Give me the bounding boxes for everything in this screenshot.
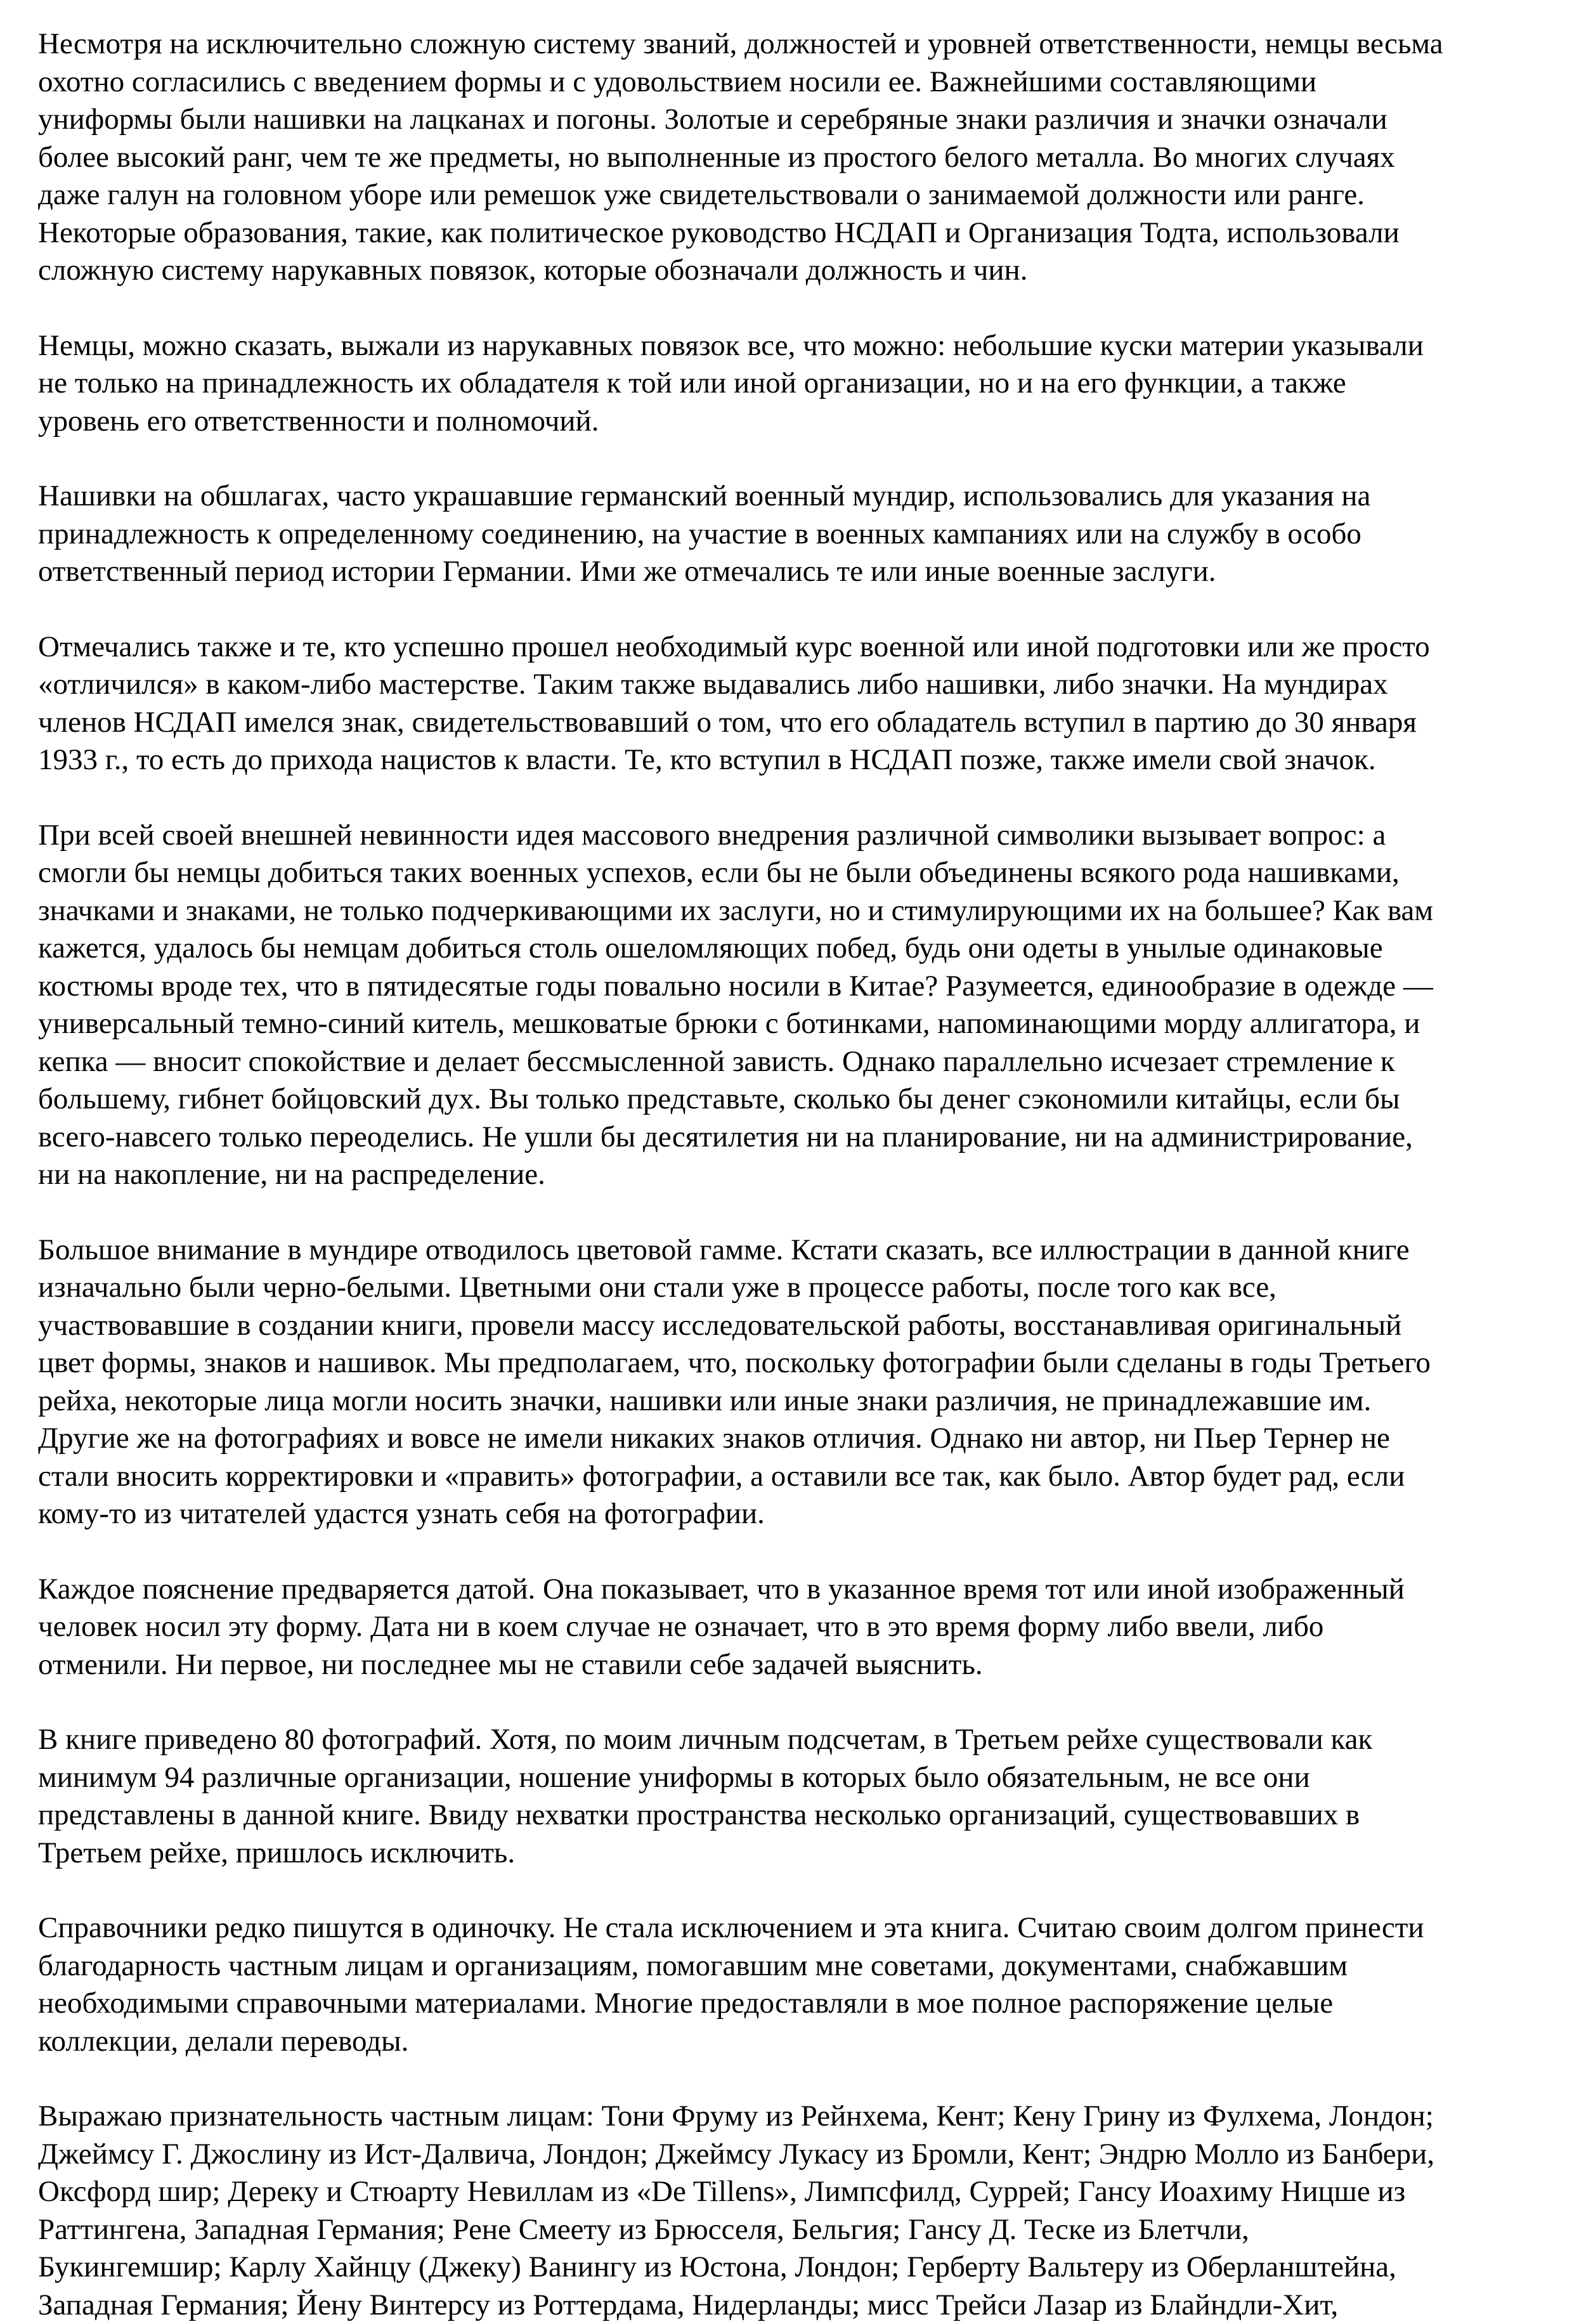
- paragraph-1: Несмотря на исключительно сложную систему званий, должностей и уровней ответственности, немцы весьма охотно согласились с введением формы и с удовольствием носили ее. Важнейшими составляющими униформы были нашивки на лацканах и погоны. Золотые и серебряные знаки различия и значки означали более высокий ранг, чем те же предметы, но выполненные из простого белого металла. Во многих случаях даже галун на головном уборе или ремешок уже свидетельствовали о занимаемой должности или ранге. Некоторые образования, такие, как политическое руководство НСДАП и Организация Тодта, использовали сложную систему нарукавных повязок, которые обозначали должность и чин.: [38, 27, 1443, 287]
- paragraph-3: Нашивки на обшлагах, часто украшавшие германский военный мундир, использовались для указания на принадлежность к определенному соединению, на участие в военных кампаниях или на службу в особо ответственный период истории Германии. Ими же отмечались те или иные военные заслуги.: [38, 479, 1371, 588]
- paragraph-9: Справочники редко пишутся в одиночку. Не стала исключением и эта книга. Считаю своим долгом принести благодарность частным лицам и организациям, помогавшим мне советами, документами, снабжавшим необходимыми справочными материалами. Многие предоставляли в мое полное распоряжение целые коллекции, делали переводы.: [38, 1911, 1424, 2058]
- paragraph-2: Немцы, можно сказать, выжали из нарукавных повязок все, что можно: небольшие куски материи указывали не только на принадлежность их обладателя к той или иной организации, но и на его функции, а также уровень его ответственности и полномочий.: [38, 328, 1424, 438]
- document-page: [38, 25, 1541, 2321]
- paragraph-7: Каждое пояснение предваряется датой. Она показывает, что в указанное время тот или иной изображенный человек носил эту форму. Дата ни в коем случае не означает, что в это время форму либо ввели, либо отменили. Ни первое, ни последнее мы не ставили себе задачей выяснить.: [38, 1572, 1405, 1681]
- paragraph-8: В книге приведено 80 фотографий. Хотя, по моим личным подсчетам, в Третьем рейхе существовали как минимум 94 различные организации, ношение униформы в которых было обязательным, не все они представлены в данной книге. Ввиду нехватки пространства несколько организаций, существовавших в Третьем рейхе, пришлось исключить.: [38, 1723, 1373, 1869]
- paragraph-4: Отмечались также и те, кто успешно прошел необходимый курс военной или иной подготовки или же просто «отличился» в каком-либо мастерстве. Таким также выдавались либо нашивки, либо значки. На мундирах членов НСДАП имелся знак, свидетельствовавший о том, что его обладатель вступил в партию до 30 января 1933 г., то есть до прихода нацистов к власти. Те, кто вступил в НСДАП позже, также имели свой значок.: [38, 630, 1430, 776]
- paragraph-5: При всей своей внешней невинности идея массового внедрения различной символики вызывает вопрос: а смогли бы немцы добиться таких военных успехов, если бы не были объединены всякого рода нашивками, значками и знаками, не только подчеркивающими их заслуги, но и стимулирующими их на большее? Как вам кажется, удалось бы немцам добиться столь ошеломляющих побед, будь они одеты в унылые одинаковые костюмы вроде тех, что в пятидесятые годы повально носили в Китае? Разумеется, единообразие в одежде — универсальный темно-синий китель, мешковатые брюки с ботинками, напоминающими морду аллигатора, и кепка — вносит спокойствие и делает бессмысленной зависть. Однако параллельно исчезает стремление к большему, гибнет бойцовский дух. Вы только представьте, сколько бы денег сэкономили китайцы, если бы всего-навсего только переоделись. Не ушли бы десятилетия ни на планирование, ни на администрирование, ни на накопление, ни на распределение.: [38, 818, 1434, 1191]
- paragraph-10: Выражаю признательность частным лицам: Тони Фруму из Рейнхема, Кент; Кену Грину из Фулхема, Лондон; Джеймсу Г. Джослину из Ист-Далвича, Лондон; Джеймсу Лукасу из Бромли, Кент; Эндрю Молло из Банбери, Оксфорд шир; Дереку и Стюарту Невиллам из «De Tillens», Лимпсфилд, Суррей; Гансу Иоахиму Ницше из Раттингена, Западная Германия; Рене Смеету из Брюсселя, Бельгия; Гансу Д. Теске из Блетчли, Букингемшир; Карлу Хайнцу (Джеку) Ванингу из Юстона, Лондон; Герберту Вальтеру из Оберланштейна, Западная Германия; Йену Винтерсу из Роттердама, Нидерланды; мисс Трейси Лазар из Блайндли-Хит,: [38, 2100, 1435, 2321]
- paragraph-6: Большое внимание в мундире отводилось цветовой гамме. Кстати сказать, все иллюстрации в данной книге изначально были черно-белыми. Цветными они стали уже в процессе работы, после того как все, участвовавшие в создании книги, провели массу исследовательской работы, восстанавливая оригинальный цвет формы, знаков и нашивок. Мы предполагаем, что, поскольку фотографии были сделаны в годы Третьего рейха, некоторые лица могли носить значки, нашивки или иные знаки различия, не принадлежавшие им. Другие же на фотографиях и вовсе не имели никаких знаков отличия. Однако ни автор, ни Пьер Тернер не стали вносить корректировки и «править» фотографии, а оставили все так, как было. Автор будет рад, если кому-то из читателей удастся узнать себя на фотографии.: [38, 1233, 1431, 1530]
